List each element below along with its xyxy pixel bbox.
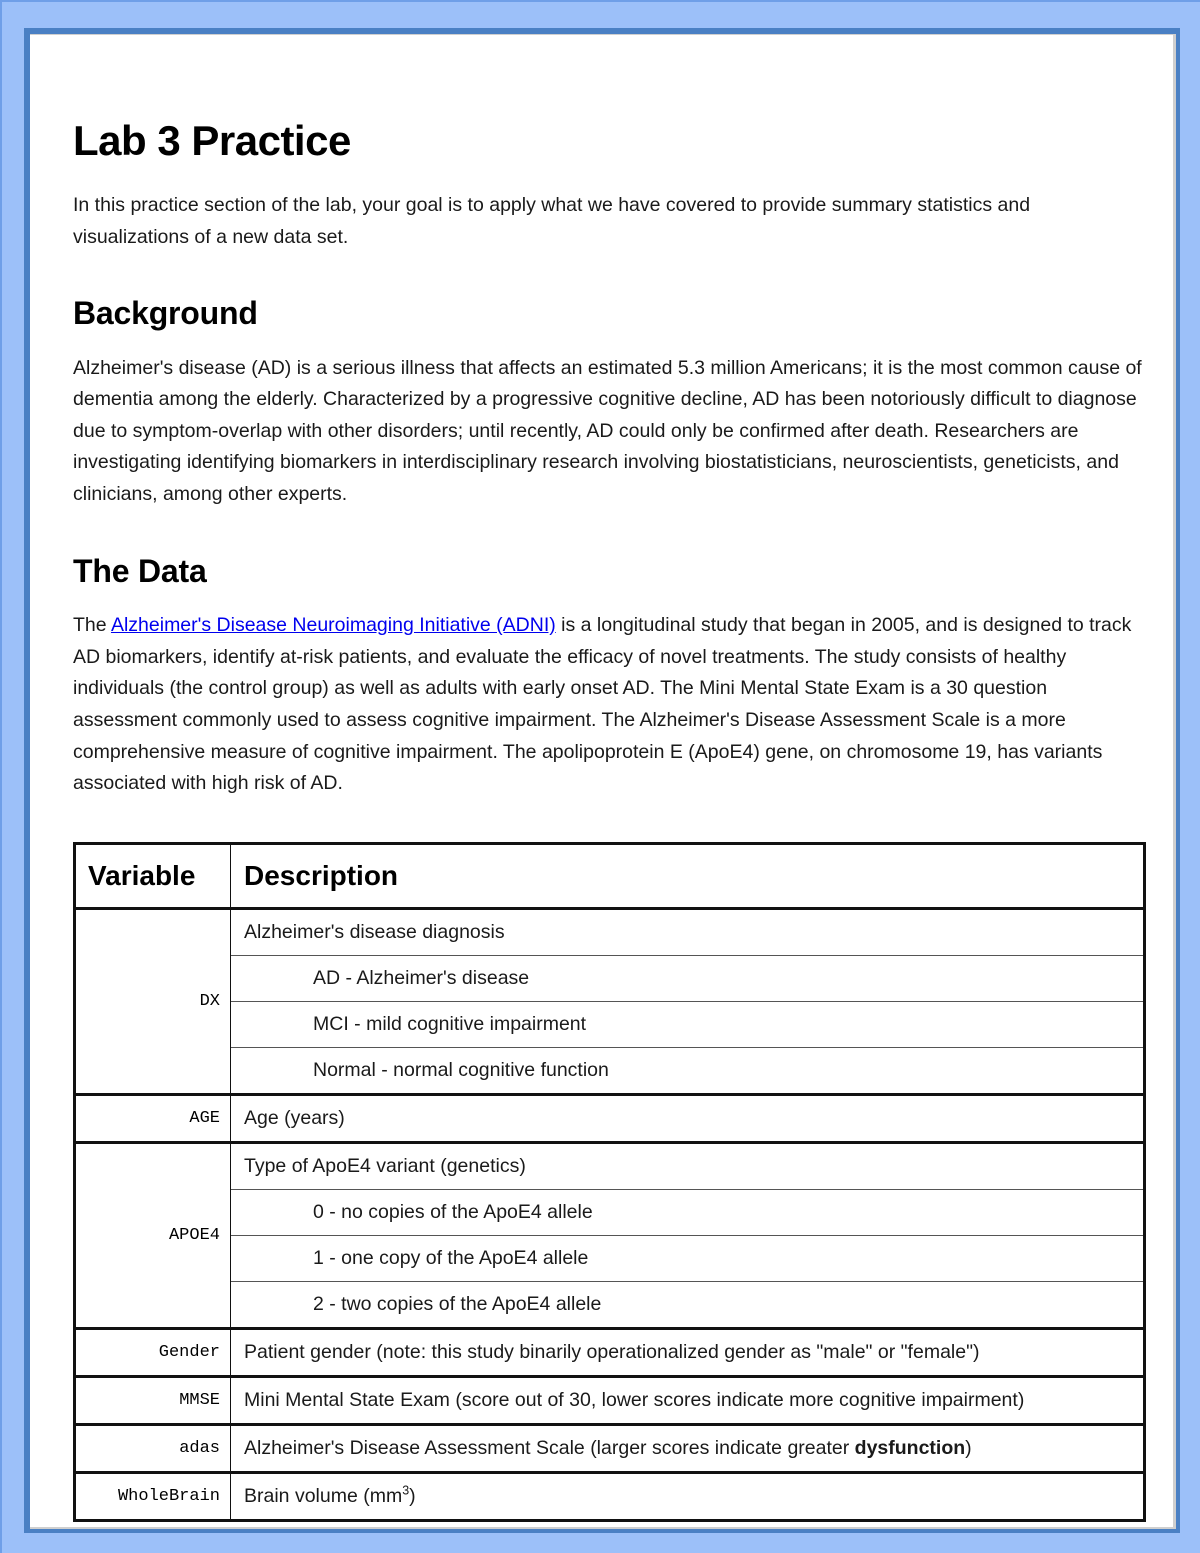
table-subrow (75, 1001, 1145, 1047)
table-row (75, 1424, 1145, 1472)
the-data-text-before-link: The (73, 614, 111, 637)
table-row (75, 1094, 1145, 1142)
variable-description-cell: Age (years) (231, 1094, 1145, 1142)
variable-level-cell: 1 - one copy of the ApoE4 allele (231, 1235, 1145, 1281)
table-row (75, 1376, 1145, 1424)
document-page (30, 35, 1173, 1527)
table-subrow (75, 1281, 1145, 1328)
table-subrow (75, 1189, 1145, 1235)
description-emphasis: dysfunction (854, 1436, 966, 1459)
table-row (75, 1142, 1145, 1189)
adni-link[interactable]: Alzheimer's Disease Neuroimaging Initiative (ADNI) (110, 614, 556, 637)
table-subrow (75, 1235, 1145, 1281)
table-row (75, 908, 1145, 955)
the-data-paragraph (73, 610, 1145, 799)
variable-level-cell: MCI - mild cognitive impairment (231, 1001, 1145, 1047)
intro-paragraph: In this practice section of the lab, your goal is to apply what we have covered to provide summary statistics and visualizations of a new data set. (73, 194, 1031, 248)
table-subrow (75, 1047, 1145, 1094)
variable-level-cell: AD - Alzheimer's disease (231, 955, 1145, 1001)
variable-name-cell: WholeBrain (75, 1472, 231, 1520)
variable-description-cell: Patient gender (note: this study binarily operationalized gender as "male" or "female") (231, 1328, 1145, 1376)
section-heading-background: Background (73, 295, 258, 332)
variable-level-cell: Normal - normal cognitive function (231, 1047, 1145, 1094)
variable-level-cell: 0 - no copies of the ApoE4 allele (231, 1189, 1145, 1235)
page-content (73, 117, 1145, 1522)
variable-name-cell: DX (75, 908, 231, 1094)
variable-name-cell: APOE4 (75, 1142, 231, 1328)
variable-level-cell: 2 - two copies of the ApoE4 allele (231, 1281, 1145, 1328)
background-paragraph: Alzheimer's disease (AD) is a serious illness that affects an estimated 5.3 million Americans; it is the most common cause of dementia among the elderly. Characterized by a progressive cognitive decline, AD has been notoriously difficult to diagnose due to symptom-overlap with other disorders; until recently, AD could only be confirmed after death. Researchers are investigating identifying biomarkers in interdisciplinary research involving biostatisticians, neuroscientists, geneticists, and clinicians, among other experts. (73, 356, 1142, 506)
page-title: Lab 3 Practice (73, 117, 351, 164)
variable-description-cell: Brain volume $(mm^3)$ (231, 1472, 1145, 1520)
table-subrow (75, 955, 1145, 1001)
variable-description-cell (231, 1424, 1145, 1472)
variable-name-cell: AGE (75, 1094, 231, 1142)
column-header-variable: Variable (75, 843, 231, 908)
the-data-text-after-link: is a longitudinal study that began in 2005, and is designed to track AD biomarkers, identify at-risk patients, and evaluate the efficacy of novel treatments. The study consists of healthy individuals (the control group) as well as adults with early onset AD. The Mini Mental State Exam is a 30 question assessment commonly used to assess cognitive impairment. The Alzheimer's Disease Assessment Scale is a more comprehensive measure of cognitive impairment. The apolipoprotein E (ApoE4) gene, on chromosome 19, has variants associated with high risk of AD. (73, 614, 1132, 795)
variable-description-cell: Alzheimer's disease diagnosis (231, 908, 1145, 955)
table-row (75, 1472, 1145, 1520)
table-row (75, 1328, 1145, 1376)
description-text: ) (965, 1436, 972, 1459)
section-heading-the-data: The Data (73, 552, 207, 589)
table-body (75, 908, 1145, 1520)
variable-description-cell: Mini Mental State Exam (score out of 30, lower scores indicate more cognitive impairment) (231, 1376, 1145, 1424)
table-header-row (75, 843, 1145, 908)
variable-name-cell: adas (75, 1424, 231, 1472)
variable-description-table (73, 842, 1146, 1522)
variable-name-cell: MMSE (75, 1376, 231, 1424)
variable-name-cell: Gender (75, 1328, 231, 1376)
column-header-description: Description (231, 843, 1145, 908)
variable-description-cell: Type of ApoE4 variant (genetics) (231, 1142, 1145, 1189)
description-text: Alzheimer's Disease Assessment Scale (larger scores indicate greater (244, 1436, 855, 1459)
